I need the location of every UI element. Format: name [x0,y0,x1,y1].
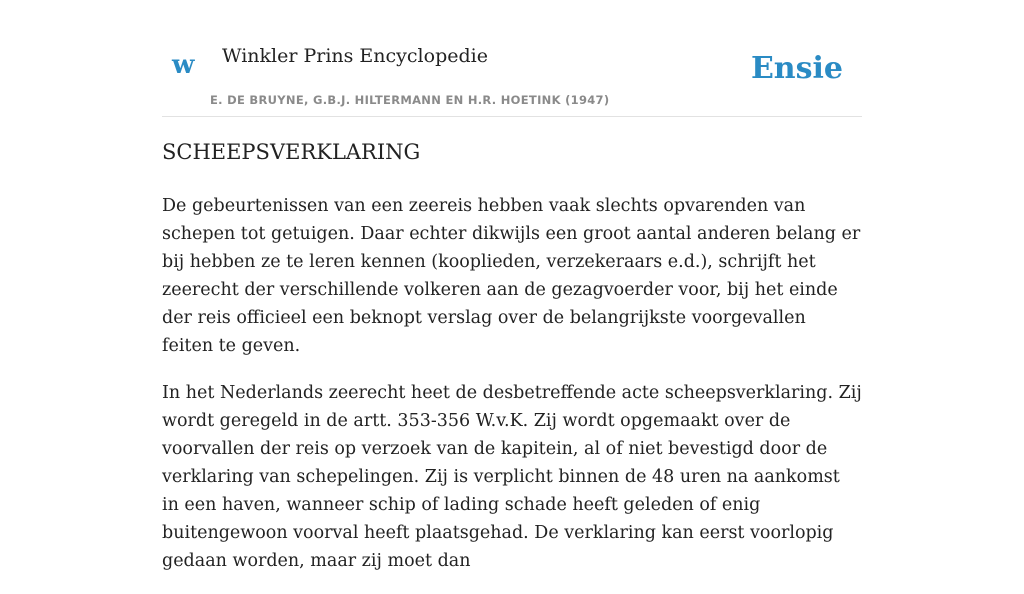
article-paragraph: In het Nederlands zeerecht heet de desbetreffende acte scheepsverklaring. Zij wordt geregeld in de artt. 353-356 W.v.K. Zij wordt opgemaakt over de voorvallen der reis op verzoek van de kapitein, al of niet bevestigd door de verklaring van schepelingen. Zij is verplicht binnen de 48 uren na aankomst in een haven, wanneer schip of lading schade heeft geleden of enig buitengewoon voorval heeft plaatsgehad. De verklaring kan eerst voorlopig gedaan worden, maar zij moet dan [162,383,862,571]
site-authors: E. DE BRUYNE, G.B.J. HILTERMANN EN H.R. HOETINK (1947) [210,93,610,107]
site-header [162,0,862,117]
article-body [162,192,862,594]
site-title-link[interactable]: Winkler Prins Encyclopedie [222,45,488,67]
article-paragraph: De gebeurtenissen van een zeereis hebben vaak slechts opvarenden van schepen tot getuigen. Daar echter dikwijls een groot aantal anderen belang er bij hebben ze te leren kennen (kooplieden, verzekeraars e.d.), schrijft het zeerecht der verschillende volkeren aan de gezagvoerder voor, bij het einde der reis officieel een beknopt verslag over de belangrijkste voorgevallen feiten te geven. [162,196,861,356]
page [162,0,862,571]
site-logo-icon[interactable]: w [172,50,195,80]
article-title: SCHEEPSVERKLARING [162,140,421,164]
ensie-brand-link[interactable]: Ensie [750,51,843,86]
